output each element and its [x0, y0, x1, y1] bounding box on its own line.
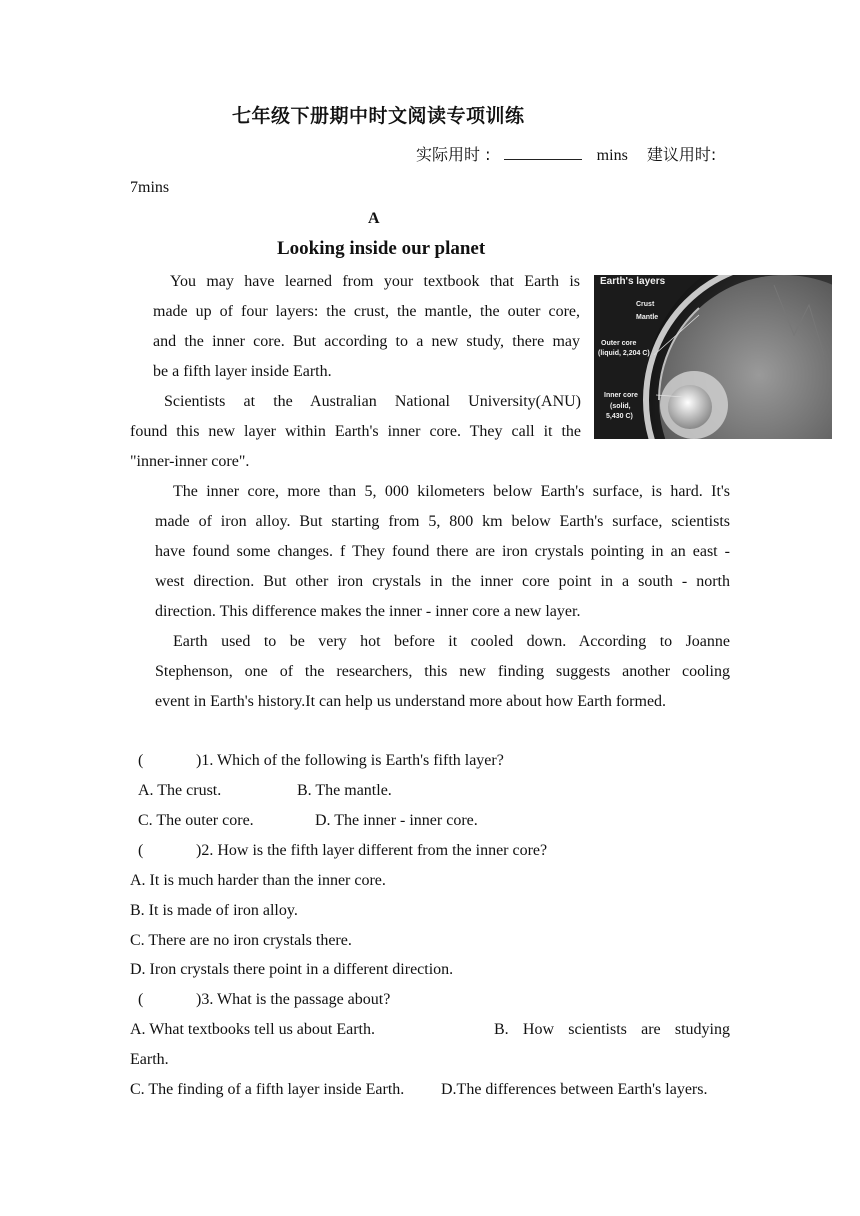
option: D.The differences between Earth's layers.	[441, 1081, 708, 1098]
option: C. The outer core.	[138, 812, 254, 829]
passage-line: west direction. But other iron crystals in the inner core point in a south - north	[155, 573, 730, 590]
option: A. The crust.	[138, 782, 222, 799]
option: A. What textbooks tell us about Earth.	[130, 1021, 375, 1038]
passage-line: have found some changes. f They found there are iron crystals pointing in an east -	[155, 543, 730, 560]
suggested-time-label: 建议用时:	[646, 145, 717, 164]
suggested-time-value: 7mins	[130, 179, 170, 196]
option: D. The inner - inner core.	[315, 812, 478, 829]
question-2	[138, 841, 547, 861]
passage-line: direction. This difference makes the inner - inner core a new layer.	[155, 603, 581, 620]
passage-title: Looking inside our planet	[277, 238, 486, 259]
option: C. The finding of a fifth layer inside Earth.	[130, 1081, 405, 1098]
earth-layers-figure	[594, 275, 832, 439]
page-title: 七年级下册期中时文阅读专项训练	[232, 105, 525, 127]
label-inner-core-detail-1: (solid,	[610, 403, 631, 410]
passage-line: You may have learned from your textbook that Earth is	[170, 273, 580, 290]
actual-time-label: 实际用时 :	[416, 145, 491, 164]
passage-line: "inner-inner core".	[130, 453, 250, 470]
passage-line: Scientists at the Australian National University(ANU)	[164, 393, 581, 410]
option: D. Iron crystals there point in a different direction.	[130, 961, 454, 978]
option: B. The mantle.	[297, 782, 392, 799]
answer-blank-3[interactable]: (	[138, 991, 144, 1008]
label-inner-core-detail-2: 5,430 C)	[606, 413, 633, 420]
question-3	[138, 990, 390, 1010]
question-stem: )3. What is the passage about?	[196, 991, 391, 1008]
label-mantle: Mantle	[636, 314, 659, 321]
answer-blank-1[interactable]: (	[138, 752, 144, 769]
label-outer-core: Outer core	[601, 340, 637, 347]
passage-line: Stephenson, one of the researchers, this new finding suggests another cooling	[155, 663, 730, 680]
actual-time-unit: mins	[596, 147, 628, 164]
option: B. How scientists are studying	[494, 1021, 730, 1038]
passage-line: be a fifth layer inside Earth.	[153, 363, 332, 380]
answer-blank-2[interactable]: (	[138, 842, 144, 859]
passage-line: Earth used to be very hot before it cooled down. According to Joanne	[173, 633, 730, 650]
question-stem: )1. Which of the following is Earth's fifth layer?	[196, 752, 504, 769]
passage-line: and the inner core. But according to a new study, there may	[153, 333, 580, 350]
section-label: A	[368, 210, 380, 227]
label-outer-core-detail: (liquid, 2,204 C)	[598, 350, 650, 357]
option: A. It is much harder than the inner core.	[130, 872, 386, 889]
passage-line: found this new layer within Earth's inner core. They call it the	[130, 423, 581, 440]
passage-line: made of iron alloy. But starting from 5, 800 km below Earth's surface, scientists	[155, 513, 730, 530]
label-inner-core: Inner core	[604, 392, 638, 399]
passage-line: made up of four layers: the crust, the mantle, the outer core,	[153, 303, 580, 320]
actual-time-row	[416, 145, 716, 166]
option: B. It is made of iron alloy.	[130, 902, 298, 919]
passage-line: The inner core, more than 5, 000 kilometers below Earth's surface, is hard. It's	[173, 483, 730, 500]
passage-line: event in Earth's history.It can help us understand more about how Earth formed.	[155, 693, 667, 710]
figure-title: Earth's layers	[600, 276, 666, 287]
option: C. There are no iron crystals there.	[130, 932, 352, 949]
actual-time-blank[interactable]	[504, 145, 582, 160]
question-1	[138, 751, 504, 771]
question-stem: )2. How is the fifth layer different from the inner core?	[196, 842, 548, 859]
label-crust: Crust	[636, 301, 655, 308]
option: Earth.	[130, 1051, 169, 1068]
